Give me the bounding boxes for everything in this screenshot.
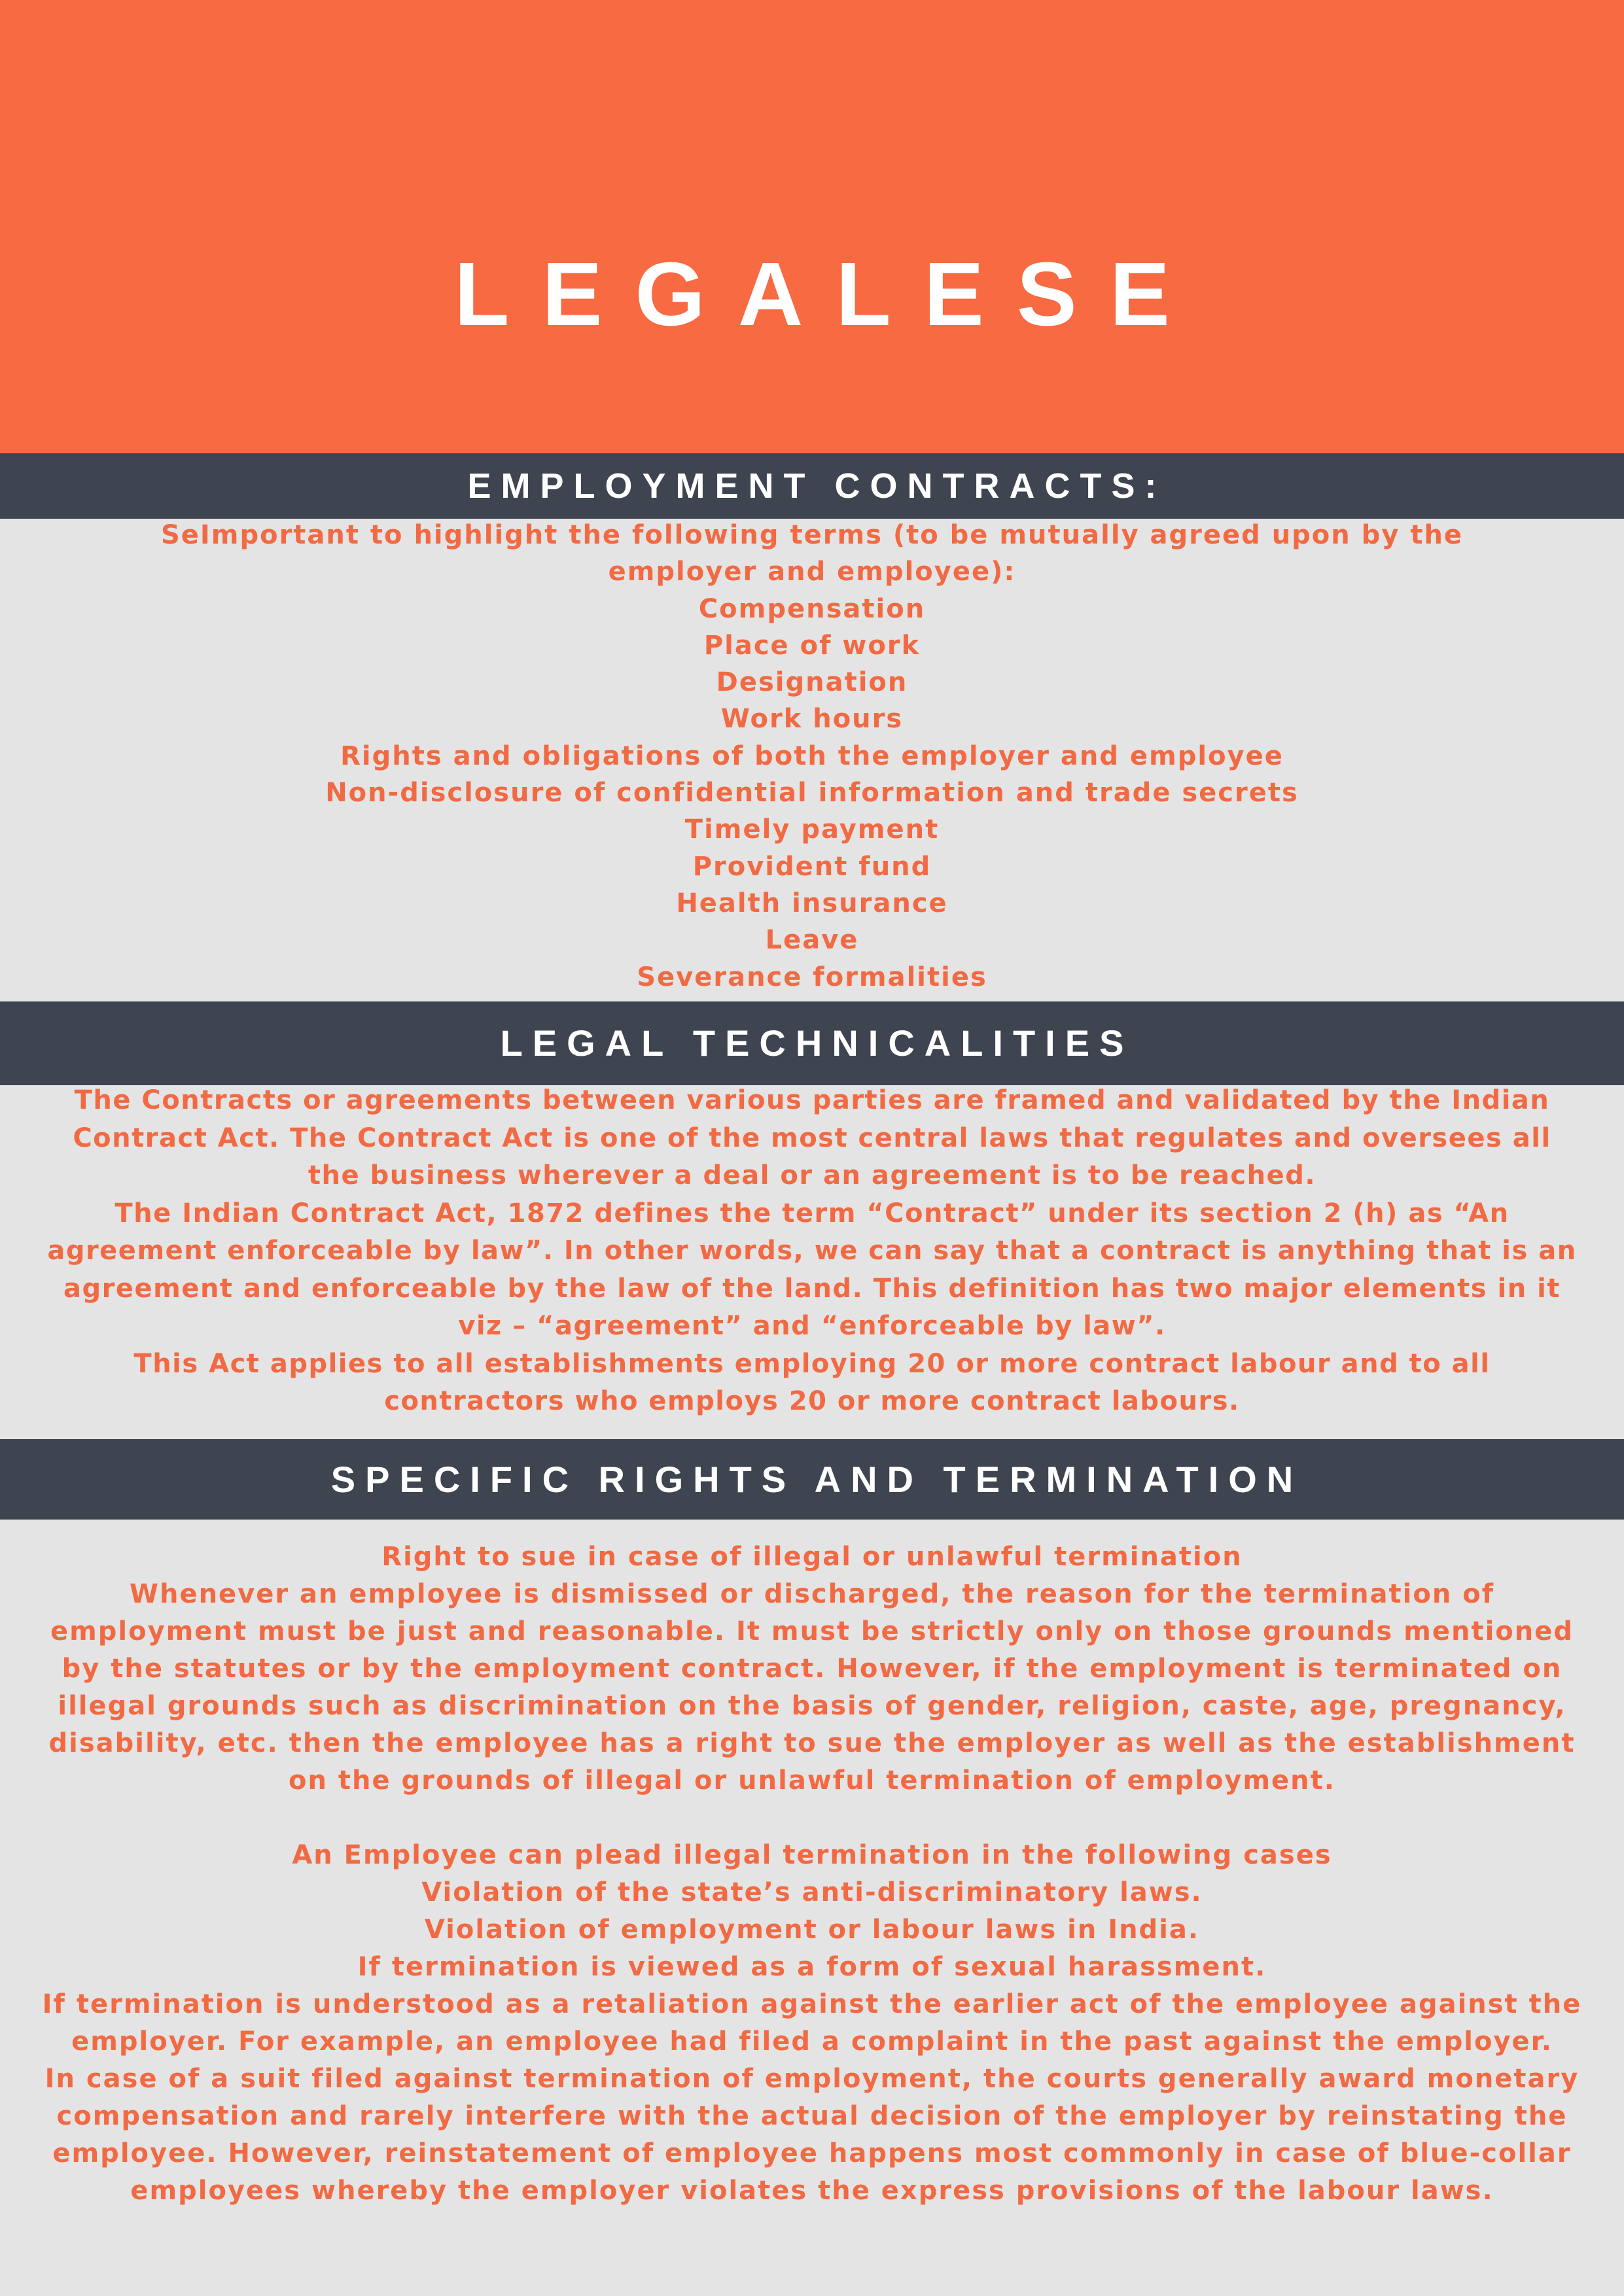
list-item: Designation (716, 667, 908, 698)
paragraph: This Act applies to all establishments employing 20 or more contract labour and to all contractors who employs 20 or more contract labours. (133, 1348, 1491, 1416)
paragraph: In case of a suit filed against termination of employment, the courts generally award monetary compensation and rarely interfere with the actual decision of the employer by reinstating the employee. However, reinstatement of employee happens most commonly in case of blue-collar employees whereby the employer violates the express provisions of the labour laws. (44, 2064, 1580, 2206)
paragraph: The Contracts or agreements between various parties are framed and validated by the Indian Contract Act. The Contract Act is one of the most central laws that regulates and oversees all the business wherever a deal or an agreement is to be reached. (73, 1085, 1551, 1191)
header-banner (0, 0, 1624, 453)
list-item: Non-disclosure of confidential information and trade secrets (325, 778, 1299, 809)
list-item: Provident fund (692, 851, 932, 882)
spacer (33, 1800, 1591, 1837)
subheading: Right to sue in case of illegal or unlawful termination (381, 1542, 1243, 1572)
list-item: Rights and obligations of both the employer and employee (340, 740, 1284, 771)
list-item: Timely payment (684, 814, 940, 845)
cases-intro: An Employee can plead illegal termination in the following cases (292, 1840, 1332, 1870)
page-title: LEGALESE (454, 244, 1203, 345)
list-item: Health insurance (676, 888, 948, 918)
list-item: Severance formalities (637, 962, 987, 992)
employment-contracts-intro: SeImportant to highlight the following terms (to be mutually agreed upon by the employer and employee): (160, 520, 1464, 587)
list-item: Violation of employment or labour laws in India. (424, 1915, 1200, 1945)
list-item: Compensation (698, 593, 926, 624)
employment-contracts-section (0, 517, 1624, 996)
specific-rights-section (0, 1539, 1624, 2210)
paragraph: The Indian Contract Act, 1872 defines the term “Contract” under its section 2 (h) as “An agreement enforceable by law”. In other words, we can say that a contract is anything that is an agreement and enforceable by the law of the land. This definition has two major elements in it viz – “agreement” and “enforceable by law”. (47, 1198, 1577, 1341)
list-item: Violation of the state’s anti-discriminatory laws. (421, 1877, 1203, 1907)
list-item: Work hours (720, 704, 904, 735)
section-heading-employment-contracts: EMPLOYMENT CONTRACTS: (0, 453, 1624, 519)
section-heading-legal-technicalities: LEGAL TECHNICALITIES (0, 1001, 1624, 1085)
section-heading-specific-rights: SPECIFIC RIGHTS AND TERMINATION (0, 1439, 1624, 1520)
list-item: If termination is viewed as a form of sexual harassment. (357, 1952, 1267, 1982)
list-item: Leave (765, 925, 859, 956)
legal-technicalities-section (0, 1082, 1624, 1421)
paragraph: Whenever an employee is dismissed or discharged, the reason for the termination of employment must be just and reasonable. It must be strictly only on those grounds mentioned by the statutes or by the employment contract. However, if the employment is terminated on illegal grounds such as discrimination on the basis of gender, religion, caste, age, pregnancy, disability, etc. then the employee has a right to sue the employer as well as the establishment on the grounds of illegal or unlawful termination of employment. (48, 1579, 1576, 1796)
list-item: Place of work (703, 630, 921, 661)
list-item: If termination is understood as a retaliation against the earlier act of the employee against the employer. For example, an employee had filed a complaint in the past against the employer. (42, 1989, 1582, 2057)
